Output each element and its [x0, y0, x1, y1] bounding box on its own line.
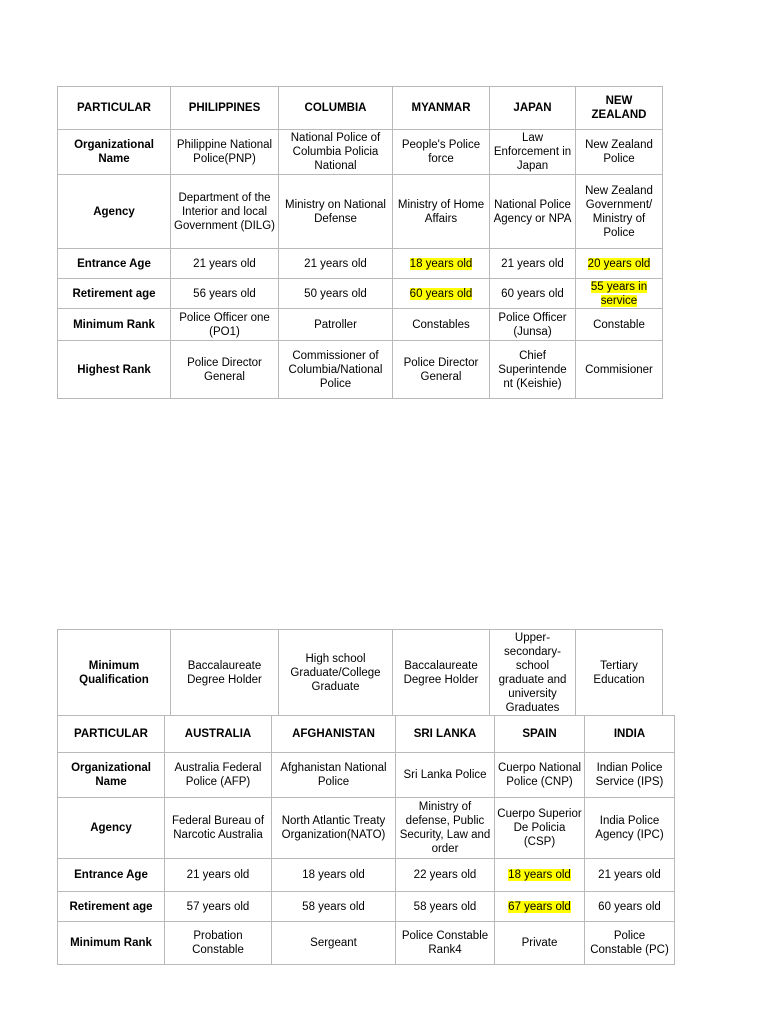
row-label: Retirement age — [58, 279, 171, 309]
table-cell: 21 years old — [171, 249, 279, 279]
table-cell: Police Constable (PC) — [585, 922, 675, 965]
highlighted-value: 60 years old — [409, 287, 473, 300]
table-cell: People's Police force — [393, 130, 490, 175]
table-cell: Police Officer one (PO1) — [171, 309, 279, 341]
table-cell: 21 years old — [165, 859, 272, 892]
table-cell: Law Enforcement in Japan — [490, 130, 576, 175]
table-cell — [495, 859, 585, 892]
table-cell: Constable — [576, 309, 663, 341]
table-cell: Sergeant — [272, 922, 396, 965]
header-cell: COLUMBIA — [279, 87, 393, 130]
row-label: Agency — [58, 175, 171, 249]
table-cell: Afghanistan National Police — [272, 753, 396, 798]
table-cell: Department of the Interior and local Government (DILG) — [171, 175, 279, 249]
table-row — [58, 630, 663, 716]
table-cell: New Zealand Government/ Ministry of Police — [576, 175, 663, 249]
header-cell: PHILIPPINES — [171, 87, 279, 130]
table-cell: Probation Constable — [165, 922, 272, 965]
table-cell: 56 years old — [171, 279, 279, 309]
row-label: Agency — [58, 798, 165, 859]
table-cell: Constables — [393, 309, 490, 341]
table-cell: 21 years old — [585, 859, 675, 892]
table-cell: Tertiary Education — [576, 630, 663, 716]
header-cell: SRI LANKA — [396, 716, 495, 753]
table-row — [58, 922, 675, 965]
table-cell: Ministry of defense, Public Security, Law and order — [396, 798, 495, 859]
table-header-row — [58, 716, 675, 753]
table-cell — [576, 279, 663, 309]
table-cell: Commisioner — [576, 341, 663, 399]
highlighted-value: 20 years old — [587, 257, 651, 270]
qualification-table — [57, 629, 663, 716]
highlighted-value: 18 years old — [508, 869, 571, 881]
table-cell: 50 years old — [279, 279, 393, 309]
table-cell: 21 years old — [279, 249, 393, 279]
table-cell: Commissioner of Columbia/National Police — [279, 341, 393, 399]
table-cell: Australia Federal Police (AFP) — [165, 753, 272, 798]
table-cell: 22 years old — [396, 859, 495, 892]
table-cell: National Police of Columbia Policia National — [279, 130, 393, 175]
table-row — [58, 753, 675, 798]
table-cell: North Atlantic Treaty Organization(NATO) — [272, 798, 396, 859]
table-row — [58, 859, 675, 892]
table-cell: Upper-secondary-school graduate and university Graduates — [490, 630, 576, 716]
table-cell: Cuerpo Superior De Policia (CSP) — [495, 798, 585, 859]
table-cell: National Police Agency or NPA — [490, 175, 576, 249]
row-label: Organizational Name — [58, 753, 165, 798]
table-cell: Ministry on National Defense — [279, 175, 393, 249]
table-row — [58, 130, 663, 175]
row-label: Minimum Rank — [58, 922, 165, 965]
highlighted-value: 18 years old — [409, 257, 473, 270]
table-cell: New Zealand Police — [576, 130, 663, 175]
header-cell: PARTICULAR — [58, 716, 165, 753]
table-cell: Private — [495, 922, 585, 965]
table-cell: Police Constable Rank4 — [396, 922, 495, 965]
row-label: Minimum Qualification — [58, 630, 171, 716]
table-header-row — [58, 87, 663, 130]
table-cell: Cuerpo National Police (CNP) — [495, 753, 585, 798]
table-row — [58, 341, 663, 399]
header-cell: NEW ZEALAND — [576, 87, 663, 130]
header-cell: MYANMAR — [393, 87, 490, 130]
table-cell: 21 years old — [490, 249, 576, 279]
comparison-table-2 — [57, 715, 675, 965]
table-cell: Baccalaureate Degree Holder — [393, 630, 490, 716]
row-label: Entrance Age — [58, 249, 171, 279]
table-cell: Chief Superintende nt (Keishie) — [490, 341, 576, 399]
table-row — [58, 175, 663, 249]
table-cell: High school Graduate/College Graduate — [279, 630, 393, 716]
row-label: Minimum Rank — [58, 309, 171, 341]
table-cell: 57 years old — [165, 892, 272, 922]
table-cell — [393, 249, 490, 279]
table-row — [58, 798, 675, 859]
table-cell: Indian Police Service (IPS) — [585, 753, 675, 798]
row-label: Highest Rank — [58, 341, 171, 399]
table-cell: 60 years old — [585, 892, 675, 922]
table-cell: 60 years old — [490, 279, 576, 309]
row-label: Organizational Name — [58, 130, 171, 175]
table-cell — [495, 892, 585, 922]
header-cell: AUSTRALIA — [165, 716, 272, 753]
table-cell: Police Director General — [393, 341, 490, 399]
highlighted-value: 67 years old — [508, 900, 571, 913]
table-cell: Ministry of Home Affairs — [393, 175, 490, 249]
table-row — [58, 309, 663, 341]
header-cell: JAPAN — [490, 87, 576, 130]
row-label: Entrance Age — [58, 859, 165, 892]
table-cell: Sri Lanka Police — [396, 753, 495, 798]
table-cell: 58 years old — [396, 892, 495, 922]
table-cell — [576, 249, 663, 279]
table-row — [58, 249, 663, 279]
header-cell: AFGHANISTAN — [272, 716, 396, 753]
table-cell: India Police Agency (IPC) — [585, 798, 675, 859]
comparison-table-1 — [57, 86, 663, 399]
header-cell: SPAIN — [495, 716, 585, 753]
table-row — [58, 892, 675, 922]
table-cell: Patroller — [279, 309, 393, 341]
table-row — [58, 279, 663, 309]
table-cell: Police Director General — [171, 341, 279, 399]
header-cell: INDIA — [585, 716, 675, 753]
row-label: Retirement age — [58, 892, 165, 922]
highlighted-value: 55 years in service — [590, 280, 648, 307]
table-cell — [393, 279, 490, 309]
header-cell: PARTICULAR — [58, 87, 171, 130]
table-cell: Baccalaureate Degree Holder — [171, 630, 279, 716]
table-cell: Philippine National Police(PNP) — [171, 130, 279, 175]
table-cell: 18 years old — [272, 859, 396, 892]
table-cell: Police Officer (Junsa) — [490, 309, 576, 341]
table-cell: Federal Bureau of Narcotic Australia — [165, 798, 272, 859]
table-cell: 58 years old — [272, 892, 396, 922]
